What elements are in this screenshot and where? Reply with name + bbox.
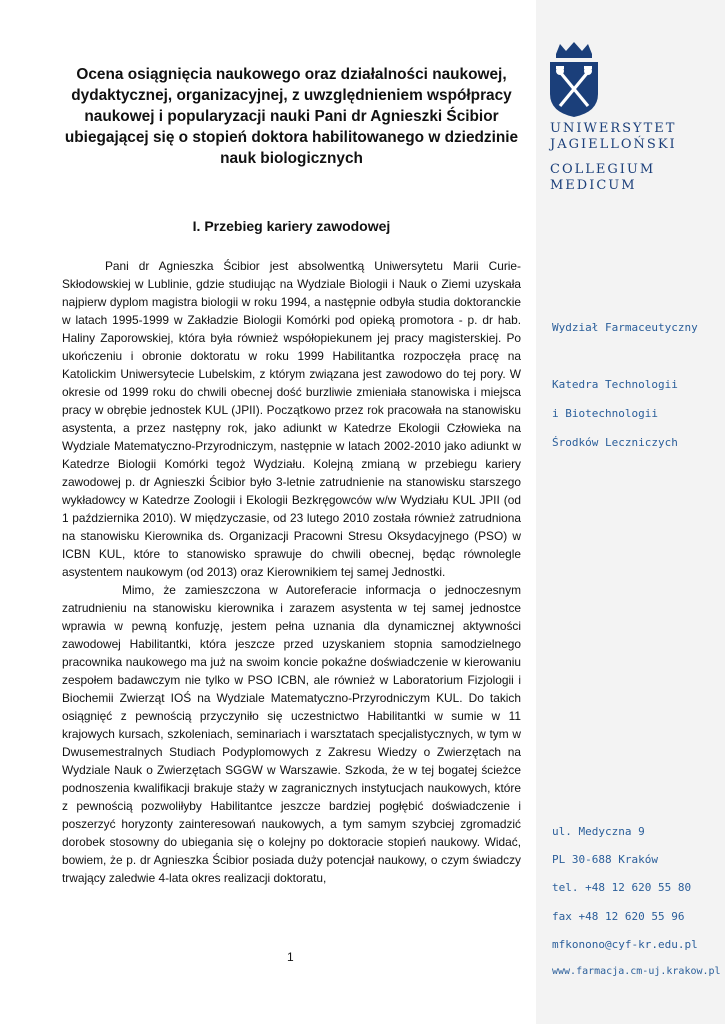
university-name-line-1: UNIWERSYTET [550, 121, 677, 136]
section-heading: I. Przebieg kariery zawodowej [192, 218, 391, 234]
website-link[interactable]: www.farmacja.cm-uj.krakow.pl [552, 966, 721, 977]
document-title: Ocena osiągnięcia naukowego oraz działalności naukowej, dydaktycznej, organizacyjnej, z uwzględnieniem współpracy naukowej i popularyzacji nauki Pani dr Agnieszki Ścibior ubiegającej się o stopień doktora habilitowanego w dziedzinie nauk biologicznych [64, 66, 519, 167]
page-number: 1 [287, 950, 294, 964]
college-name-line-1: COLLEGIUM [550, 162, 656, 177]
document-content [62, 64, 521, 885]
university-name [550, 121, 720, 194]
fax-number: fax +48 12 620 55 96 [552, 910, 685, 923]
faculty-name: Wydział Farmaceutyczny [552, 321, 698, 334]
department-line-3: Środków Leczniczych [552, 436, 678, 449]
email-address: mfkonono@cyf-kr.edu.pl [552, 938, 698, 951]
department-line-1: Katedra Technologii [552, 378, 678, 391]
body-text [62, 257, 521, 887]
paragraph: Mimo, że zamieszczona w Autoreferacie informacja o jednoczesnym zatrudnieniu na stanowisku kierownika i zarazem asystenta w tej samej jednostce wprawia w pewną konfuzję, jestem pełna uznania dla dynamicznej aktywności zawodowej Habilitantki, która jeszcze przed uzyskaniem stopnia samodzielnego pracownika naukowego ma już na swoim koncie pokaźne doświadczenie w kierowaniu zespołem badawczym nie tylko w PSO ICBN, ale również w Laboratorium Fizjologii i Biochemii Zwierząt IOŚ na Wydziale Matematyczno-Przyrodniczym KUL. Do takich osiągnięć z pewnością przyczyniło się uczestnictwo Habilitantki w sumie w 11 krajowych kursach, szkoleniach, seminariach i warsztatach specjalistycznych, w tym w Dwusemestralnych Studiach Podyplomowych z Zakresu Wiedzy o Zwierzętach na Wydziale Nauk o Zwierzętach SGGW w Warszawie. Szkoda, że w tej bogatej ścieżce podnoszenia kwalifikacji brakuje staży w zagranicznych instytucjach naukowych, które z pewnością pozwoliłyby Habilitantce jeszcze bardziej pogłębić doświadczenie i poszerzyć horyzonty zainteresowań naukowych, a tym samym szybciej zgromadzić dorobek stosowny do ubiegania się o kolejny po doktoracie stopień naukowy. Widać, bowiem, że p. dr Agnieszka Ścibior posiada duży potencjał naukowy, o czym świadczy trwający zaledwie 4-lata okres realizacji doktoratu, [62, 583, 521, 885]
university-name-line-2: JAGIELLOŃSKI [550, 137, 677, 152]
university-crest-icon [546, 40, 602, 118]
address-city: PL 30-688 Kraków [552, 853, 658, 866]
department-line-2: i Biotechnologii [552, 407, 658, 420]
address-street: ul. Medyczna 9 [552, 825, 645, 838]
paragraph: Pani dr Agnieszka Ścibior jest absolwentką Uniwersytetu Marii Curie-Skłodowskiej w Lublinie, gdzie studiując na Wydziale Biologii i Nauk o Ziemi uzyskała najpierw dyplom magistra biologii w roku 1994, a następnie odbyła studia doktoranckie w latach 1995-1999 w Zakładzie Biologii Komórki pod opieką promotora - p. dr hab. Haliny Zaporowskiej, która była również współopiekunem jej pracy magisterskiej. Po ukończeniu i obronie doktoratu w roku 1999 Habilitantka rozpoczęła pracę na Katolickim Uniwersytecie Lubelskim, z którym związana jest zawodowo do tej pory. W okresie od 1999 roku do chwili obecnej dość burzliwie zmieniała stanowiska i miejsca pracy w obrębie jednostek KUL (JPII). Początkowo przez rok pracowała na stanowisku asystenta, a przez następny rok, jako adiunkt w Katedrze Ekologii Człowieka na Wydziale Matematyczno-Przyrodniczym, następnie w latach 2002-2010 jako adiunkt w Katedrze Biologii Komórki tegoż Wydziału. Kolejną zmianą w przebiegu kariery zawodowej p. dr Agnieszki Ścibior było 3-letnie zatrudnienie na stanowisku starszego wykładowcy w Katedrze Zoologii i Ekologii Bezkręgowców w/w Wydziału KUL JPII (od 1 października 2010). W międzyczasie, od 23 lutego 2010 została również zatrudniona na stanowisku Kierownika ds. Organizacji Pracowni Stresu Oksydacyjnego (PSO) w ICBN KUL, które to stanowisko sprawuje do chwili obecnej, będąc równolegle asystentem naukowym (od 2013) oraz Kierownikiem tej samej Jednostki. [62, 259, 521, 579]
college-name-line-2: MEDICUM [550, 178, 637, 193]
phone-number: tel. +48 12 620 55 80 [552, 881, 692, 894]
